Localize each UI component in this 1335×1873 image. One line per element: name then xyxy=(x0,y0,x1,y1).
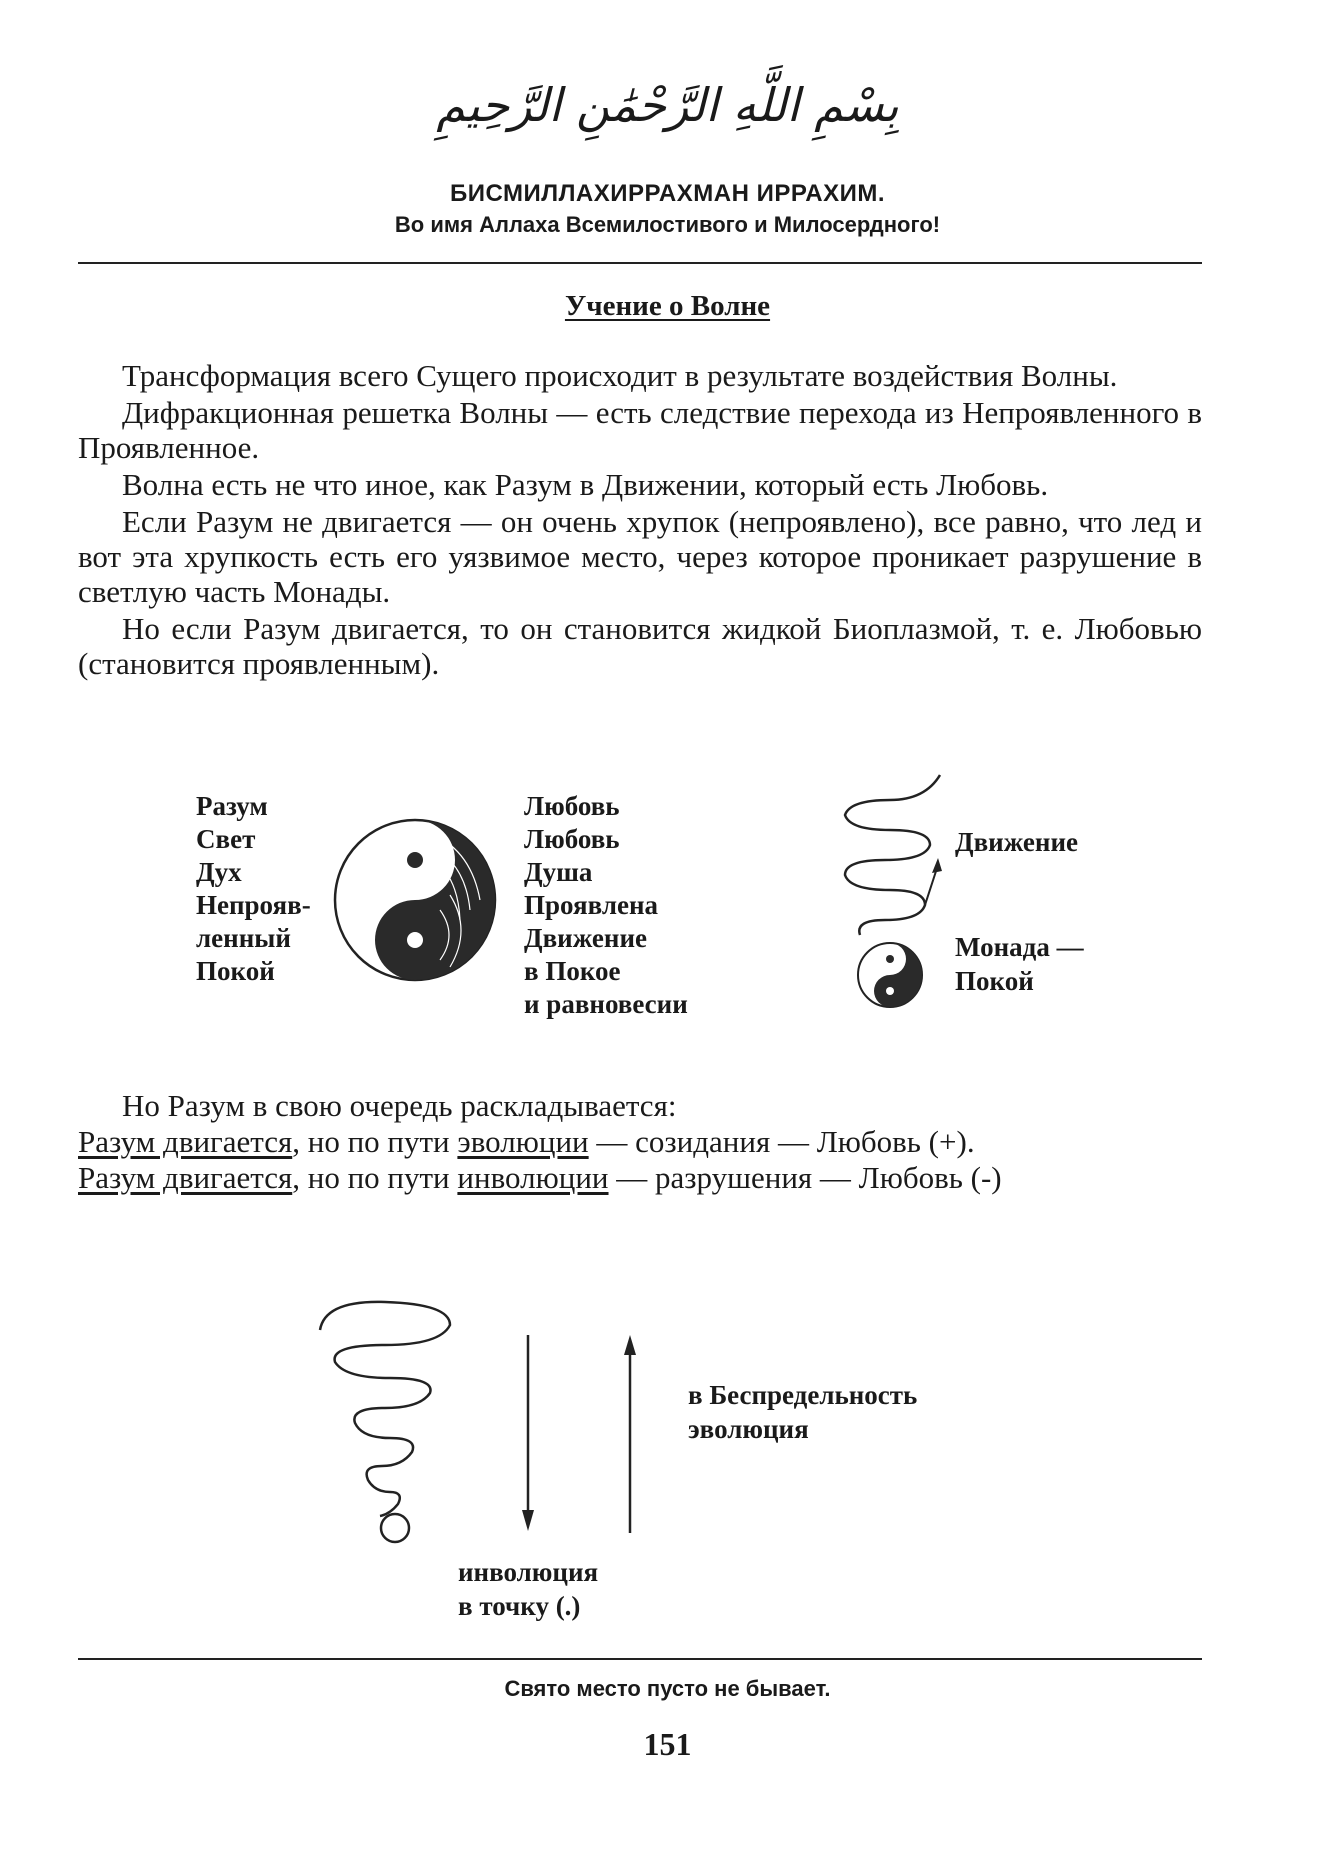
label-lyubov: Любовь xyxy=(524,791,620,821)
down-arrow-icon xyxy=(518,1335,538,1535)
evolution-label-line1: в Беспредельность xyxy=(688,1380,918,1410)
involution-label-line2: в точку (.) xyxy=(458,1591,581,1621)
involution-line-c: инволюции xyxy=(457,1160,609,1195)
label-razum: Разум xyxy=(196,791,268,821)
label-dukh: Дух xyxy=(196,857,242,887)
label-lyubov-2: Любовь xyxy=(524,824,620,854)
label-proyavlena: Проявлена xyxy=(524,890,659,920)
involution-label xyxy=(458,1555,598,1623)
motion-label: Движение xyxy=(955,827,1079,857)
page-number: 151 xyxy=(643,1726,692,1762)
monad-label-line1: Монада — xyxy=(955,932,1084,962)
paragraph: Если Разум не двигается — он очень хрупок (непроявлено), все равно, что лед и вот эта хрупкость есть его уязвимое место, через которое проникает разрушение в светлую часть Монады. xyxy=(78,504,1202,609)
involution-line-a: Разум двигается xyxy=(78,1160,293,1195)
label-v-pokoe: в Покое xyxy=(524,956,621,986)
page-title: Учение о Волне xyxy=(564,290,771,322)
footer-divider xyxy=(78,1658,1202,1660)
monad-label-line2: Покой xyxy=(955,966,1034,996)
label-dvizhenie: Движение xyxy=(524,923,648,953)
header-transliteration: БИСМИЛЛАХИРРАХМАН ИРРАХИМ. xyxy=(449,180,885,207)
label-ravnovesii: и равновесии xyxy=(524,989,688,1019)
evolution-line-b: , но по пути xyxy=(292,1124,458,1159)
involution-line xyxy=(78,1160,1002,1196)
label-pokoy: Покой xyxy=(196,956,275,986)
body-text xyxy=(78,358,1202,681)
section2-text xyxy=(78,1088,1002,1196)
spiral-motion-icon xyxy=(830,770,970,1010)
involution-spiral-icon xyxy=(300,1290,470,1550)
monad-label xyxy=(955,930,1084,998)
involution-line-b: , но по пути xyxy=(292,1160,458,1195)
header-divider xyxy=(78,262,1202,264)
evolution-line-a: Разум двигается xyxy=(78,1124,293,1159)
label-neproyav: Непрояв- xyxy=(196,890,311,920)
paragraph: Но если Разум двигается, то он становится жидкой Биоплазмой, т. е. Любовью (становится проявленным). xyxy=(78,611,1202,681)
diagram1-right-labels xyxy=(524,790,688,1021)
up-arrow-icon xyxy=(620,1335,640,1535)
paragraph: Трансформация всего Сущего происходит в результате воздействия Волны. xyxy=(122,358,1118,393)
header-translation: Во имя Аллаха Всемилостивого и Милосердного! xyxy=(394,212,941,237)
evolution-line xyxy=(78,1124,1002,1160)
label-dusha: Душа xyxy=(524,857,593,887)
evolution-line-d: — созидания — Любовь (+). xyxy=(588,1124,975,1159)
yin-yang-large xyxy=(330,815,500,985)
paragraph: Волна есть не что иное, как Разум в Движении, который есть Любовь. xyxy=(122,467,1049,502)
section2-intro: Но Разум в свою очередь раскладывается: xyxy=(122,1088,677,1123)
footer-saying: Свято место пусто не бывает. xyxy=(504,1676,831,1701)
involution-label-line1: инволюция xyxy=(458,1557,599,1587)
involution-line-d: — разрушения — Любовь (-) xyxy=(608,1160,1002,1195)
diagram1-left-labels xyxy=(196,790,311,988)
label-lenny: ленный xyxy=(196,923,291,953)
label-svet: Свет xyxy=(196,824,256,854)
evolution-line-c: эволюции xyxy=(457,1124,589,1159)
bismillah-calligraphy: بِسْمِ اللَّهِ الرَّحْمَٰنِ الرَّحِيمِ xyxy=(436,78,899,132)
paragraph: Дифракционная решетка Волны — есть следствие перехода из Непроявленного в Проявленное. xyxy=(78,395,1202,465)
evolution-label-line2: эволюция xyxy=(688,1414,809,1444)
evolution-label xyxy=(688,1378,917,1446)
